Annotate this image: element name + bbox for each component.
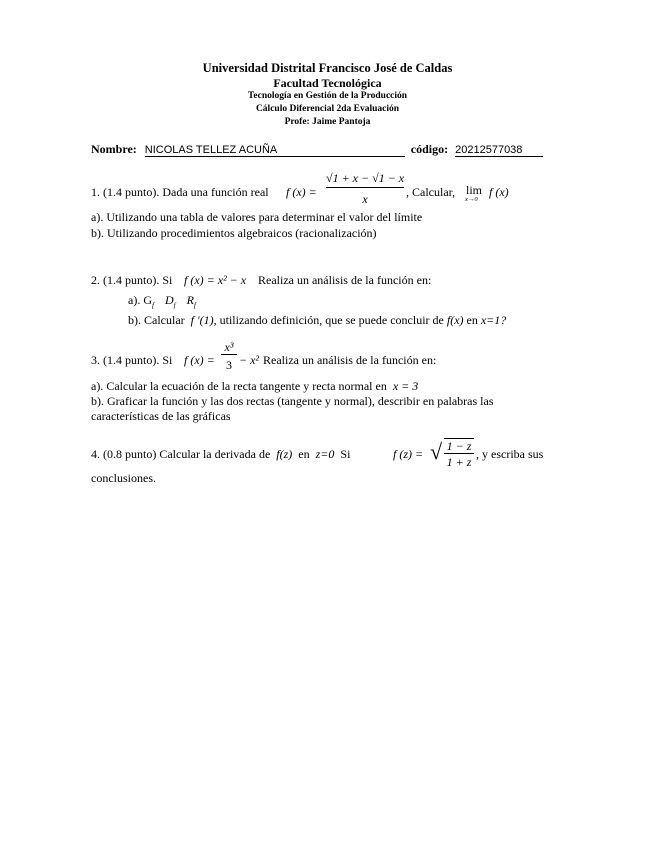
q1-lhs: f (x) = (286, 185, 317, 199)
q2-item-a (128, 293, 196, 312)
q4-lhs: f (z) = (393, 447, 424, 461)
q4-en: en (298, 447, 310, 461)
q1-lim-sub: x→0 (465, 196, 478, 203)
q3-denominator: 3 (226, 358, 232, 372)
q3-item-a (91, 379, 418, 393)
q3-a-pre: a). Calcular la ecuación de la recta tangente y recta normal en (91, 379, 387, 393)
q3-numerator: x³ (221, 340, 237, 355)
q2-intro: 2. (1.4 punto). Si (91, 273, 173, 287)
q2-b-en: en (466, 313, 478, 327)
faculty-title: Facultad Tecnológica (273, 76, 382, 90)
q1-item-a: a). Utilizando una tabla de valores para determinar el valor del límite (91, 210, 423, 224)
q2-a-r: R (186, 293, 194, 307)
q2-b-x: x=1? (480, 313, 507, 327)
q2-rest: Realiza un análisis de la función en: (258, 273, 432, 287)
q3-item-b2: características de las gráficas (91, 409, 231, 423)
q2-b-expr: f ′(1) (190, 313, 214, 327)
q3-lhs: f (x) = (184, 353, 215, 367)
program-title: Tecnología en Gestión de la Producción (247, 91, 408, 101)
q4-line2: conclusiones. (91, 471, 156, 485)
student-line (91, 140, 543, 158)
q4-post: , y escriba sus (476, 447, 544, 461)
q3-rest: Realiza un análisis de la función en: (263, 353, 437, 367)
q4-line1 (91, 447, 350, 461)
q4-si: Si (340, 447, 351, 461)
q2-a-d: D (164, 293, 174, 307)
q2-b-pre: b). Calcular (128, 313, 185, 327)
q3-a-x: x = 3 (392, 379, 419, 393)
name-label: Nombre: (91, 142, 137, 156)
code-field: 20212577038 (455, 144, 543, 157)
q2-b-mid: , utilizando definición, que se puede concluir de (213, 313, 444, 327)
professor-title: Profe: Jaime Pantoja (284, 117, 371, 127)
q1-lim: lim (466, 183, 483, 197)
q1-denominator: x (362, 192, 368, 206)
q1-lim-expr: f (x) (489, 185, 509, 199)
q4-numerator: 1 − z (444, 438, 474, 454)
q2-d-sub: f (173, 301, 176, 310)
university-title: Universidad Distrital Francisco José de Caldas (202, 61, 453, 75)
q2-a-g: a). G (128, 293, 152, 307)
course-title: Cálculo Diferencial 2da Evaluación (255, 104, 400, 114)
q2-function: f (x) = x² − x (184, 273, 247, 287)
name-field: NICOLAS TELLEZ ACUÑA (145, 144, 405, 157)
q4-denominator: 1 + z (446, 455, 472, 469)
q2-g-sub: f (152, 301, 154, 310)
q1-intro: 1. (1.4 punto). Dada una función real (91, 185, 269, 199)
q2-r-sub: f (193, 301, 196, 310)
q2-b-fx: f(x) (446, 313, 464, 327)
q3-tail: − x² (239, 353, 260, 367)
q1-numerator: √1 + x − √1 − x (326, 170, 404, 188)
q3-intro: 3. (1.4 punto). Si (91, 353, 173, 367)
q3-item-b1: b). Graficar la función y las dos rectas (tangente y normal), describir en palabras las (91, 394, 494, 408)
q1-item-b: b). Utilizando procedimientos algebraicos (racionalización) (91, 226, 377, 240)
q2-item-b (128, 313, 506, 327)
code-label: código: (410, 142, 449, 156)
q1-calcular: , Calcular, (406, 185, 456, 199)
q4-pre: 4. (0.8 punto) Calcular la derivada de (91, 447, 271, 461)
q4-fz: f(z) (276, 447, 293, 461)
q4-z0: z=0 (315, 447, 335, 461)
q4-radical-icon: √ (430, 439, 443, 464)
